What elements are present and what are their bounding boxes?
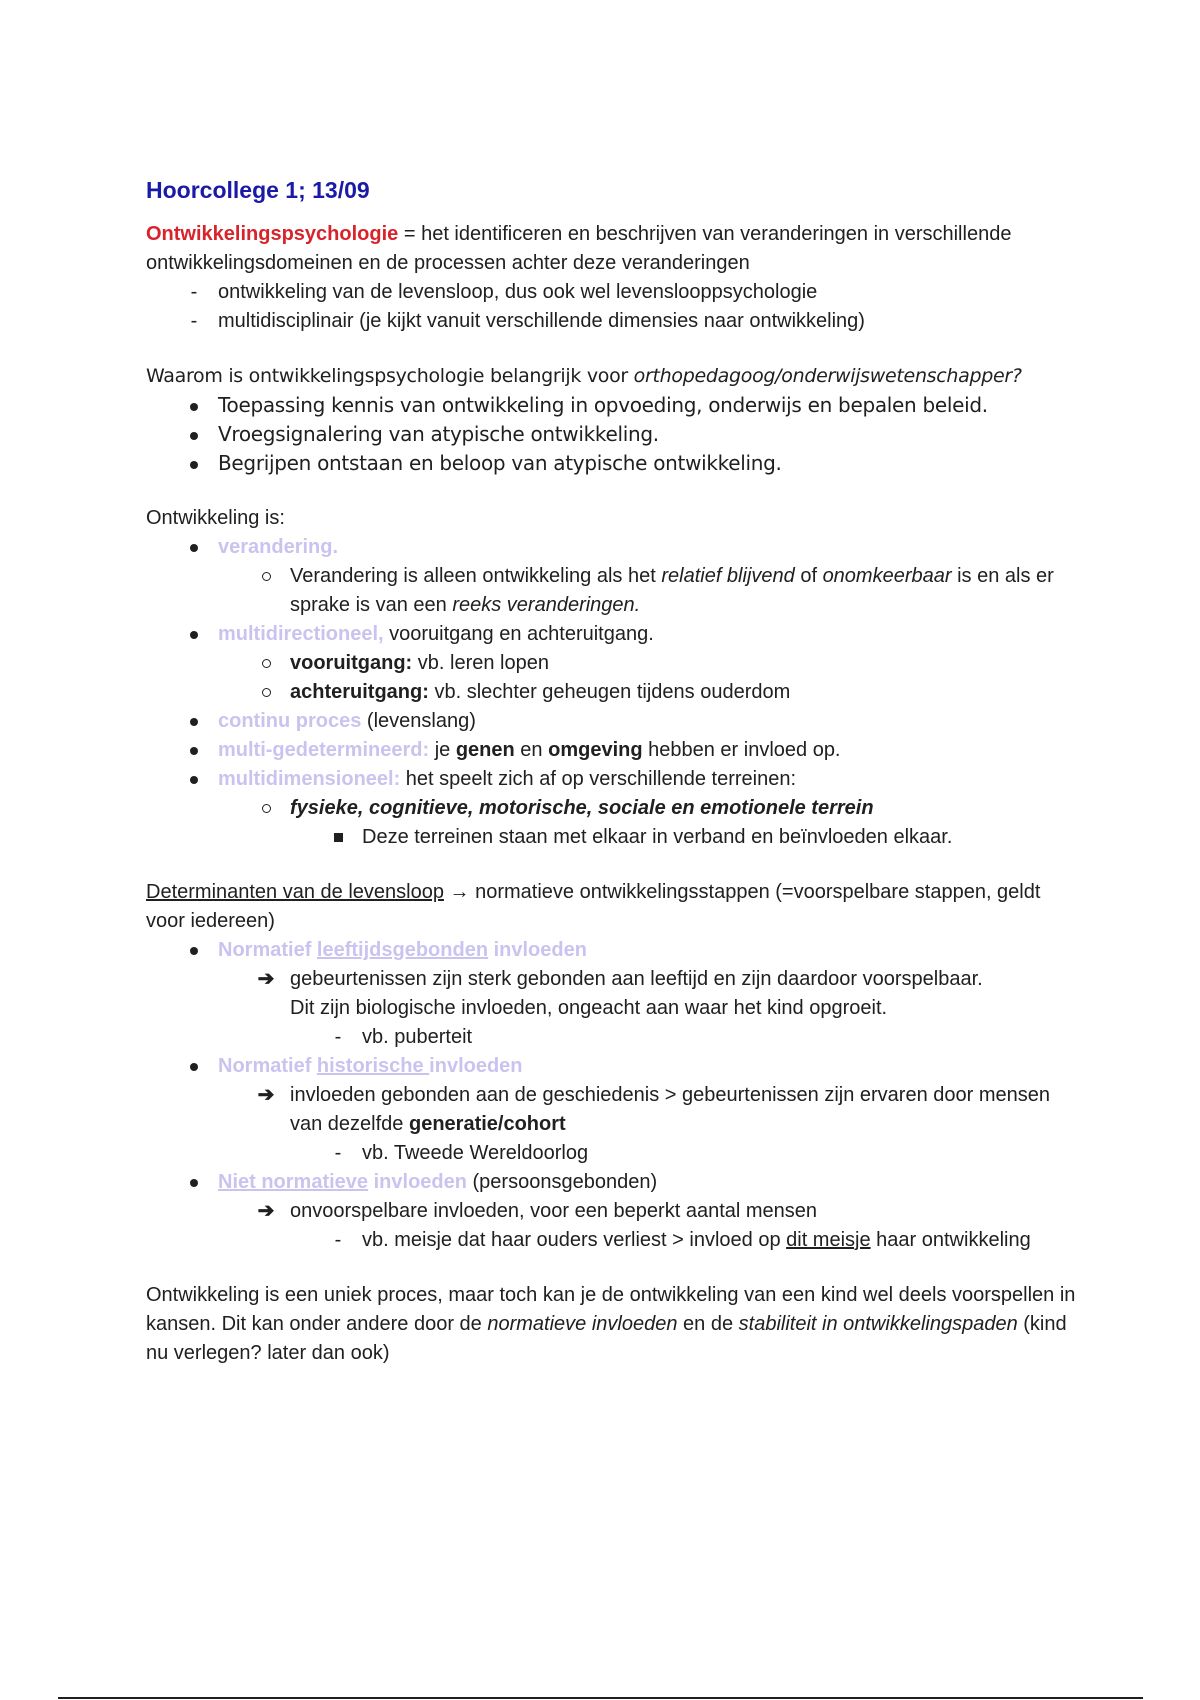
bullet-icon (182, 765, 206, 794)
list-item (146, 620, 1076, 649)
text: hebben er invloed op. (642, 739, 841, 761)
list-item (146, 794, 1076, 823)
circle-bullet-icon (254, 649, 278, 678)
italic-text: relatief blijvend (661, 565, 795, 587)
dash-marker: - (334, 1026, 342, 1048)
text: het speelt zich af op verschillende terreinen: (400, 768, 797, 790)
bullet-icon (182, 1052, 206, 1081)
faded-label: leeftijdsgebonden (316, 939, 489, 961)
intro-term: Ontwikkelingspsychologie (146, 223, 399, 245)
text: vooruitgang en achteruitgang. (383, 623, 654, 645)
text: Deze terreinen staan met elkaar in verband en beïnvloeden elkaar. (362, 826, 953, 848)
bold-text: omgeving (548, 739, 643, 761)
text: (levenslang) (361, 710, 476, 732)
list-item (146, 562, 1076, 620)
arrow-right-icon: ➔ (257, 1200, 275, 1222)
intro-definition: = het identificeren en beschrijven van veranderingen in verschillende ontwikkelingsdomeinen en de processen achter deze veranderingen (146, 223, 1012, 274)
faded-label: multi-gedetermineerd: (218, 739, 430, 761)
page-bottom-rule (58, 1697, 1143, 1699)
text: (persoonsgebonden) (466, 1171, 658, 1193)
why-question-text: Waarom is ontwikkelingspsychologie belangrijk voor (146, 365, 634, 387)
intro-paragraph (146, 220, 1076, 278)
list-item (146, 1139, 1076, 1168)
text: en (514, 739, 549, 761)
circle-bullet-icon (254, 678, 278, 707)
bullet-icon (182, 936, 206, 965)
text: vb. leren lopen (412, 652, 549, 674)
bold-text: vooruitgang: (290, 652, 413, 674)
faded-label: multidirectioneel, (218, 623, 384, 645)
why-question (146, 362, 1076, 391)
list-item (146, 307, 1076, 336)
list-item-text: Toepassing kennis van ontwikkeling in opvoeding, onderwijs en bepalen beleid. (218, 393, 988, 417)
list-item (146, 736, 1076, 765)
arrow-right-icon: ➔ (257, 968, 275, 990)
list-item (146, 649, 1076, 678)
dash-marker: - (190, 281, 198, 303)
bullet-icon (182, 420, 206, 449)
italic-text: reeks veranderingen. (452, 594, 641, 616)
faded-label: Niet normatieve (218, 1171, 369, 1193)
text: onvoorspelbare invloeden, voor een beperkt aantal mensen (290, 1200, 818, 1222)
list-item (146, 391, 1076, 420)
determinants-heading (146, 878, 1076, 936)
list-item (146, 533, 1076, 562)
faded-label: invloeden (429, 1055, 523, 1077)
notes-column (146, 170, 1076, 1368)
list-item (146, 965, 1076, 994)
circle-bullet-icon (254, 562, 278, 591)
text: vb. slechter geheugen tijdens ouderdom (428, 681, 791, 703)
text: → normatieve ontwikkelingsstappen (=voorspelbare stappen, geldt voor iedereen) (146, 881, 1041, 932)
list-item (146, 420, 1076, 449)
text: Dit zijn biologische invloeden, ongeacht aan waar het kind opgroeit. (290, 997, 888, 1019)
faded-label: Normatief (218, 1055, 317, 1077)
text: invloeden gebonden aan de geschiedenis > gebeurtenissen zijn ervaren door mensen van dezelfde (290, 1084, 1050, 1135)
list-item (146, 678, 1076, 707)
list-item (146, 936, 1076, 965)
text: vb. puberteit (362, 1026, 473, 1048)
underlined-text: Determinanten van de levensloop (146, 881, 444, 903)
italic-text: stabiliteit in ontwikkelingspaden (738, 1313, 1018, 1335)
list-item (146, 994, 1076, 1023)
text: je (429, 739, 456, 761)
closing-paragraph (146, 1281, 1076, 1368)
text: Verandering is alleen ontwikkeling als het (290, 565, 662, 587)
list-item (146, 1168, 1076, 1197)
italic-text: normatieve invloeden (487, 1313, 678, 1335)
bullet-icon (182, 533, 206, 562)
list-item (146, 449, 1076, 478)
page-title: Hoorcollege 1; 13/09 (146, 177, 370, 203)
square-bullet-icon (326, 823, 350, 852)
list-item (146, 1197, 1076, 1226)
faded-label: verandering. (218, 536, 339, 558)
text: haar ontwikkeling (870, 1229, 1031, 1251)
text: (kind nu verlegen? later dan ook) (146, 1313, 1067, 1364)
bullet-icon (182, 449, 206, 478)
circle-bullet-icon (254, 794, 278, 823)
bullet-icon (182, 736, 206, 765)
bold-text: achteruitgang: (290, 681, 429, 703)
faded-label: multidimensioneel: (218, 768, 401, 790)
list-item (146, 1226, 1076, 1255)
list-item-text: ontwikkeling van de levensloop, dus ook wel levenslooppsychologie (218, 281, 818, 303)
text: Ontwikkeling is een uniek proces, maar toch kan je de ontwikkeling van een kind wel deels voorspellen in kansen. Dit kan onder andere door de (146, 1284, 1076, 1335)
bullet-icon (182, 1168, 206, 1197)
underlined-text: dit meisje (786, 1229, 871, 1251)
bullet-icon (182, 707, 206, 736)
list-item (146, 278, 1076, 307)
text: en de (677, 1313, 739, 1335)
why-question-italic: orthopedagoog/onderwijswetenschapper? (633, 365, 1022, 387)
bold-text: genen (455, 739, 515, 761)
list-item-text: multidisciplinair (je kijkt vanuit verschillende dimensies naar ontwikkeling) (218, 310, 865, 332)
faded-label: historische (316, 1055, 430, 1077)
bullet-icon (182, 391, 206, 420)
dash-marker: - (334, 1142, 342, 1164)
text: is en als er sprake is van een (290, 565, 1054, 616)
faded-label: invloeden (488, 939, 587, 961)
list-item (146, 823, 1076, 852)
list-item (146, 1052, 1076, 1081)
text: gebeurtenissen zijn sterk gebonden aan leeftijd en zijn daardoor voorspelbaar. (290, 968, 983, 990)
dash-marker: - (334, 1229, 342, 1251)
dash-marker: - (190, 310, 198, 332)
arrow-right-icon: ➔ (257, 1084, 275, 1106)
bold-italic-text: fysieke, cognitieve, motorische, sociale en emotionele terrein (290, 797, 874, 819)
list-item-text: Begrijpen ontstaan en beloop van atypische ontwikkeling. (218, 451, 782, 475)
text: vb. meisje dat haar ouders verliest > invloed op (362, 1229, 787, 1251)
faded-label: invloeden (368, 1171, 467, 1193)
bold-text: generatie/cohort (408, 1113, 566, 1135)
list-item-text: Vroegsignalering van atypische ontwikkeling. (218, 422, 659, 446)
list-item (146, 707, 1076, 736)
list-item (146, 1081, 1076, 1139)
faded-label: continu proces (218, 710, 362, 732)
list-item (146, 765, 1076, 794)
text: of (794, 565, 823, 587)
list-item (146, 1023, 1076, 1052)
faded-label: Normatief (218, 939, 317, 961)
text: vb. Tweede Wereldoorlog (362, 1142, 589, 1164)
italic-text: onomkeerbaar (822, 565, 952, 587)
bullet-icon (182, 620, 206, 649)
dev-heading: Ontwikkeling is: (146, 507, 285, 529)
